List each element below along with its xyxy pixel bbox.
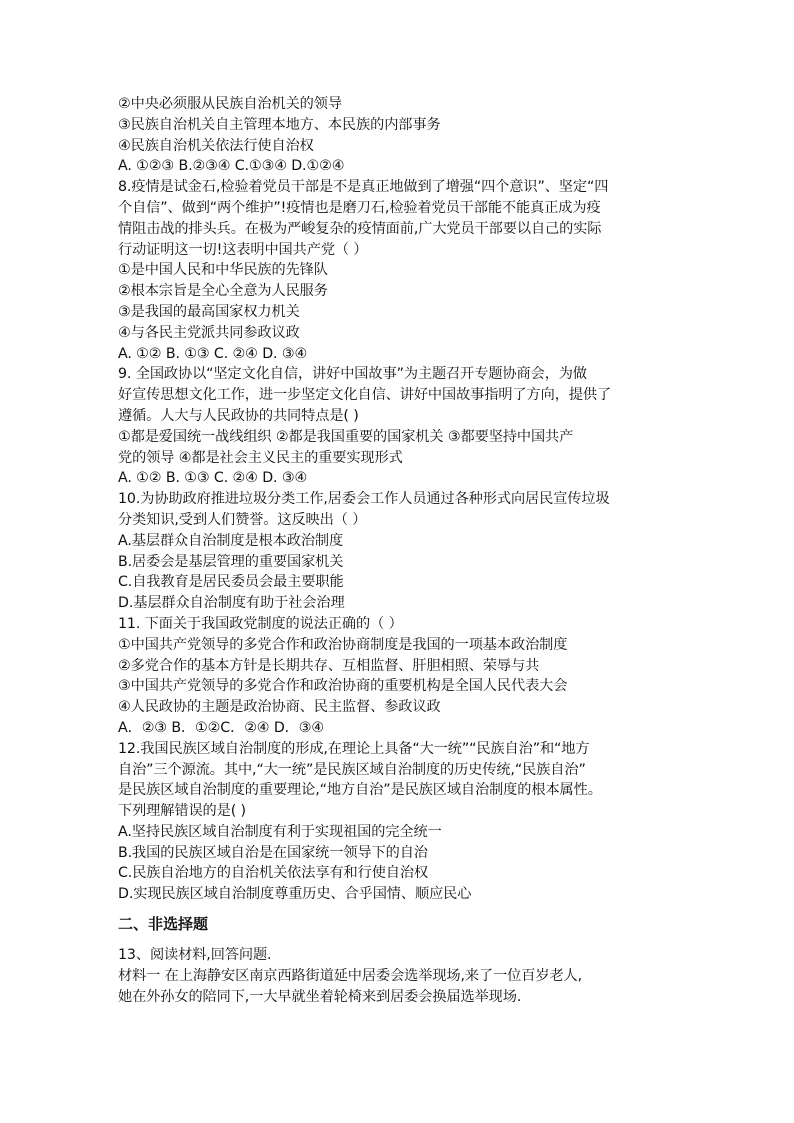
text-line: A.基层群众自治制度是根本政治制度 [118,532,344,549]
text-line: A. ①② B. ①③ C. ②④ D. ③④ [118,470,308,487]
text-line: A.坚持民族区域自治制度有利于实现祖国的完全统一 [118,823,442,840]
text-line: ①是中国人民和中华民族的先锋队 [118,262,328,279]
text-line: A. ①② B. ①③ C. ②④ D. ③④ [118,345,308,362]
text-line: B.我国的民族区域自治是在国家统一领导下的自治 [118,844,428,861]
text-line: C.民族自治地方的自治机关依法享有和行使自治权 [118,865,429,882]
text-line: D.实现民族区域自治制度尊重历史、合乎国情、顺应民心 [118,886,472,903]
section-heading: 二、非选择题 [118,915,209,934]
text-line: 材料一 在上海静安区南京西路街道延中居委会选举现场,来了一位百岁老人, [118,967,583,984]
text-line: 自治”三个源流。其中,“大一统”是民族区域自治制度的历史传统,“民族自治” [118,761,586,778]
text-line: 8.疫情是试金石,检验着党员干部是不是真正地做到了增强“四个意识”、坚定“四 [118,179,609,196]
text-line: 10.为协助政府推进垃圾分类工作,居委会工作人员通过各种形式向居民宣传垃圾 [118,491,610,508]
text-line: C.自我教育是居民委员会最主要职能 [118,574,344,591]
text-line: 下列理解错误的是( ) [118,803,246,820]
text-line: 好宣传思想文化工作，进一步坚定文化自信、讲好中国故事指明了方向，提供了 [118,387,612,404]
text-line: 她在外孙女的陪同下,一大早就坐着轮椅来到居委会换届选举现场. [118,988,522,1005]
text-line: ②多党合作的基本方针是长期共存、互相监督、肝胆相照、荣辱与共 [118,657,540,674]
question-block [118,94,698,905]
text-line: 12.我国民族区域自治制度的形成,在理论上具备“大一统”“民族自治”和“地方 [118,740,590,757]
text-line: ③中国共产党领导的多党合作和政治协商的重要机构是全国人民代表大会 [118,678,568,695]
text-line: ①中国共产党领导的多党合作和政治协商制度是我国的一项基本政治制度 [118,636,568,653]
text-line: 13、阅读材料,回答问题. [118,947,272,964]
text-line: 分类知识,受到人们赞誉。这反映出（ ） [118,511,367,528]
text-line: ③民族自治机关自主管理本地方、本民族的内部事务 [118,116,441,133]
text-line: ②中央必须服从民族自治机关的领导 [118,96,342,112]
text-line: A．②③ B．①②C．②④ D．③④ [118,719,324,736]
text-line: ①都是爱国统一战线组织 ②都是我国重要的国家机关 ③都要坚持中国共产 [118,428,574,445]
text-line: B.居委会是基层管理的重要国家机关 [118,553,344,570]
text-line: 遵循。人大与人民政协的共同特点是( ) [118,407,359,424]
text-line: ④人民政协的主题是政治协商、民主监督、参政议政 [118,699,441,716]
text-line: 是民族区域自治制度的重要理论,“地方自治”是民族区域自治制度的根本属性。 [118,782,602,799]
text-line: D.基层群众自治制度有助于社会治理 [118,595,345,612]
text-line: 11. 下面关于我国政党制度的说法正确的（ ） [118,615,403,632]
text-line: 9. 全国政协以“坚定文化自信，讲好中国故事”为主题召开专题协商会，为做 [118,366,587,383]
text-line: 党的领导 ④都是社会主义民主的重要实现形式 [118,449,403,466]
text-line: ②根本宗旨是全心全意为人民服务 [118,283,328,300]
text-line: 个自信”、做到“两个维护”!疫情也是磨刀石,检验着党员干部能不能真正成为疫 [118,199,601,216]
material-block [118,945,698,1007]
text-line: 行动证明这一切!这表明中国共产党（ ） [118,241,368,258]
text-line: A. ①②③ B.②③④ C.①③④ D.①②④ [118,158,345,175]
text-line: 情阻击战的排头兵。在极为严峻复杂的疫情面前,广大党员干部要以自己的实际 [118,220,602,237]
text-line: ③是我国的最高国家权力机关 [118,303,300,320]
document-body [118,94,698,1007]
text-line: ④与各民主党派共同参政议政 [118,324,300,341]
text-line: ④民族自治机关依法行使自治权 [118,137,314,154]
